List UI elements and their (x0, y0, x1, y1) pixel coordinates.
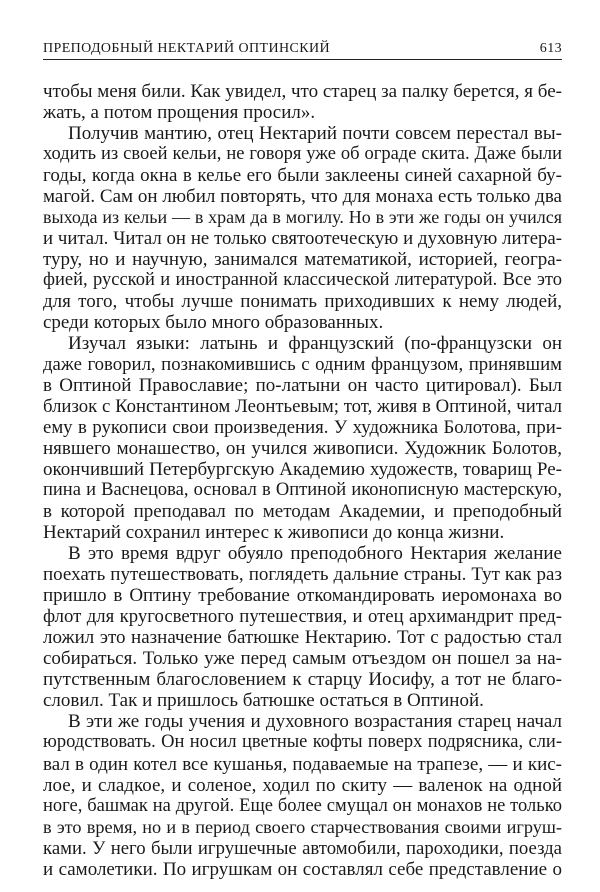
text-line: нявшего монашество, он учился живописи. Художник Болотов, (43, 438, 562, 460)
text-line: фией, русской и иностранной классической литературой. Все это (43, 270, 562, 291)
text-line: ноге, башмак на другой. Еще более смущал он монахов не только (43, 795, 562, 816)
text-line: лое, и сладкое, и соленое, ходил по скиту — валенок на одной (43, 774, 562, 796)
text-line: окончивший Петербургскую Академию художеств, товарищ Ре- (43, 459, 562, 481)
text-line: в которой преподавал по методам Академии, и преподобный (43, 501, 562, 523)
text-line: в это время, но и в период своего старчествования своими игруш- (43, 816, 562, 837)
text-line: пришло в Оптину требование откомандировать иеромонаха во (43, 585, 562, 607)
text-line: вал в один котел все кушанья, подаваемые на трапезе, — и кис- (43, 753, 562, 775)
text-line: среди которых было много образованных. (43, 312, 384, 334)
text-line: путственным благословением к старцу Иосифу, а тот не благо- (43, 669, 562, 691)
paragraph (43, 333, 562, 543)
text-line: ложил это назначение батюшке Нектарию. Тот с радостью стал (43, 627, 562, 649)
running-title: ПРЕПОДОБНЫЙ НЕКТАРИЙ ОПТИНСКИЙ (43, 41, 330, 56)
text-line: флот для кругосветного путешествия, и отец архимандрит пред- (43, 606, 562, 628)
text-line: туру, но и научную, занимался математикой, историей, геогра- (43, 249, 562, 271)
text-line: Изучал языки: латынь и французский (по-французски он (68, 333, 562, 355)
text-line: словил. Так и пришлось батюшке остаться в Оптиной. (43, 690, 484, 712)
running-header (43, 36, 562, 60)
page-body-text (43, 81, 562, 880)
text-line: и читал. Читал он не только святоотеческую и духовную литера- (43, 228, 562, 250)
paragraph (43, 543, 562, 711)
text-line: В эти же годы учения и духовного возрастания старец начал (68, 711, 562, 733)
text-line: В это время вдруг обуяло преподобного Нектария желание (68, 543, 562, 565)
text-line: в Оптиной Православие; по-латыни он часто цитировал). Был (43, 375, 562, 397)
paragraph (43, 81, 562, 123)
text-line: Получив мантию, отец Нектарий почти совсем перестал вы- (68, 123, 562, 145)
text-line: поехать путешествовать, поглядеть дальние страны. Тут как раз (43, 564, 562, 586)
text-line: годы, когда окна в келье его были заклеены синей сахарной бу- (43, 165, 562, 187)
paragraph (43, 711, 562, 879)
text-line: юродствовать. Он носил цветные кофты поверх подрясника, сли- (43, 732, 562, 753)
text-line: и самолетики. По игрушкам он составлял себе представление о (43, 858, 562, 880)
text-line: пина и Васнецова, основал в Оптиной иконописную мастерскую, (43, 480, 562, 501)
text-line: Нектарий сохранил интерес к живописи до конца жизни. (43, 522, 505, 544)
text-line: ему в рукописи свои произведения. У художника Болотова, при- (43, 417, 562, 439)
paragraph (43, 123, 562, 333)
text-line: ками. У него были игрушечные автомобили, пароходики, поезда (43, 837, 562, 859)
text-line: чтобы меня били. Как увидел, что старец за палку берется, я бе- (43, 81, 562, 102)
text-line: для того, чтобы лучше понимать приходивших к нему людей, (43, 291, 562, 313)
text-line: даже говорил, познакомившись с одним французом, принявшим (43, 354, 562, 376)
text-line: близок с Константином Леонтьевым; тот, живя в Оптиной, читал (43, 396, 562, 418)
text-line: ходить из своей кельи, не говоря уже об ограде скита. Даже были (43, 144, 562, 165)
page-number: 613 (539, 41, 562, 56)
text-line: магой. Сам он любил повторять, что для монаха есть только два (43, 186, 562, 208)
text-line: жать, а потом прощения просил». (43, 102, 316, 124)
text-line: выхода из кельи — в храм да в могилу. Но в эти же годы он учился (43, 207, 562, 228)
text-line: собираться. Только уже перед самым отъездом он пошел за на- (43, 648, 562, 670)
